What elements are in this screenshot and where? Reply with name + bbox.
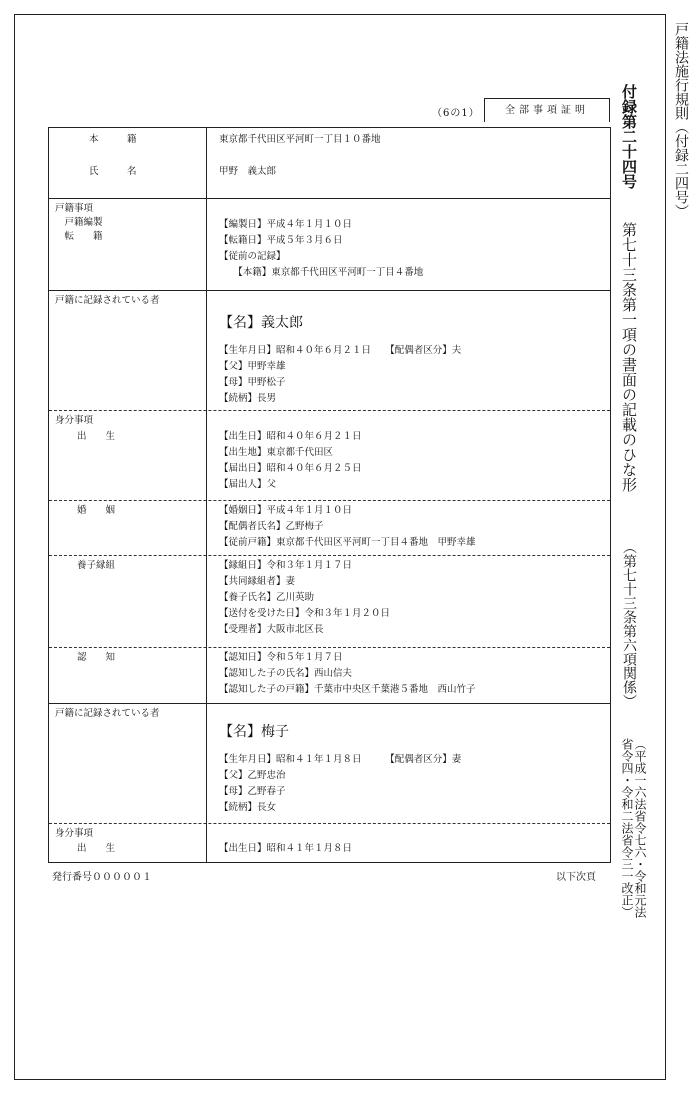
- birth-label: 出 生: [77, 843, 116, 854]
- amendment-line: （平成一六法省令七六・令和元法: [633, 738, 647, 918]
- certificate-type: 全部事項証明: [484, 98, 610, 122]
- adoption-detail: 【共同縁組者】妻: [219, 576, 296, 587]
- shimei-value: 甲野 義太郎: [219, 166, 277, 177]
- issue-number: 発行番号０００００１: [52, 872, 152, 883]
- marriage-detail: 【従前戸籍】東京都千代田区平河町一丁目４番地 甲野幸雄: [219, 537, 476, 548]
- adoption-detail: 【受理者】大阪市北区長: [219, 624, 324, 635]
- table-row: [49, 410, 610, 501]
- adoption-detail: 【縁組日】令和３年１月１７日: [219, 560, 353, 571]
- koseki-value: 【編製日】平成４年１月１０日: [219, 219, 353, 230]
- table-row: [49, 290, 610, 411]
- person-detail: 【生年月日】昭和４１年１月８日 【配偶者区分】妻: [219, 754, 462, 765]
- mibun-label: 身分事項: [55, 415, 94, 426]
- koseki-value: 【本籍】東京都千代田区平河町一丁目４番地: [219, 267, 424, 278]
- table-row: [49, 703, 610, 824]
- marriage-detail: 【配偶者氏名】乙野梅子: [219, 521, 324, 532]
- adoption-detail: 【養子氏名】乙川英助: [219, 592, 315, 603]
- person-detail: 【生年月日】昭和４０年６月２１日 【配偶者区分】夫: [219, 345, 462, 356]
- birth-detail: 【届出人】父: [219, 479, 277, 490]
- appendix-number: 付録第二十四号: [620, 84, 638, 189]
- honseki-label: 本 籍: [89, 134, 137, 145]
- mibun-label: 身分事項: [55, 828, 94, 839]
- table-row: [49, 555, 610, 648]
- adoption-label: 養子縁組: [77, 560, 116, 571]
- person-detail: 【父】甲野幸雄: [219, 361, 286, 372]
- table-row: [49, 198, 610, 291]
- table-row: [49, 128, 610, 198]
- birth-detail: 【出生地】東京都千代田区: [219, 447, 334, 458]
- shimei-label: 氏 名: [89, 166, 137, 177]
- person-detail: 【母】乙野春子: [219, 786, 286, 797]
- koseki-jiko-label: 戸籍事項: [55, 203, 94, 214]
- form-title: 第七十三条第一項の書面の記載のひな形: [620, 222, 638, 492]
- koseki-jiko-label: 転 籍: [55, 231, 103, 242]
- marriage-detail: 【婚姻日】平成４年１月１０日: [219, 505, 353, 516]
- person-label: 戸籍に記録されている者: [55, 295, 160, 306]
- page-number: （6の1）: [432, 108, 480, 119]
- form-subtitle: （第七十三条第六項関係）: [621, 540, 637, 708]
- person-name: 【名】義太郎: [219, 315, 303, 331]
- person-detail: 【母】甲野松子: [219, 377, 286, 388]
- person-detail: 【続柄】長女: [219, 802, 277, 813]
- person-detail: 【続柄】長男: [219, 393, 277, 404]
- honseki-value: 東京都千代田区平河町一丁目１０番地: [219, 134, 381, 145]
- table-row: [49, 823, 610, 862]
- recognition-detail: 【認知日】令和５年１月７日: [219, 652, 343, 663]
- amendment-line: 省令四・令和二法省令三一改正）: [620, 738, 634, 918]
- marriage-label: 婚 姻: [77, 505, 116, 516]
- koseki-table: [48, 127, 611, 863]
- birth-label: 出 生: [77, 431, 116, 442]
- continued-label: 以下次頁: [556, 872, 596, 883]
- birth-detail: 【届出日】昭和４０年６月２５日: [219, 463, 362, 474]
- person-name: 【名】梅子: [219, 724, 289, 740]
- birth-detail: 【出生日】昭和４１年１月８日: [219, 843, 353, 854]
- adoption-detail: 【送付を受けた日】令和３年１月２０日: [219, 608, 391, 619]
- table-row: [49, 647, 610, 704]
- person-detail: 【父】乙野忠治: [219, 770, 286, 781]
- law-title: 戸籍法施行規則（付録二四号）: [673, 22, 689, 218]
- koseki-value: 【従前の記録】: [219, 251, 286, 262]
- recognition-detail: 【認知した子の戸籍】千葉市中央区千葉港５番地 西山竹子: [219, 684, 476, 695]
- table-row: [49, 500, 610, 556]
- koseki-jiko-label: 戸籍編製: [55, 217, 103, 228]
- person-label: 戸籍に記録されている者: [55, 708, 160, 719]
- recognition-detail: 【認知した子の氏名】西山信夫: [219, 668, 353, 679]
- recognition-label: 認 知: [77, 652, 116, 663]
- birth-detail: 【出生日】昭和４０年６月２１日: [219, 431, 362, 442]
- amendment-note: [618, 738, 646, 918]
- koseki-value: 【転籍日】平成５年３月６日: [219, 235, 343, 246]
